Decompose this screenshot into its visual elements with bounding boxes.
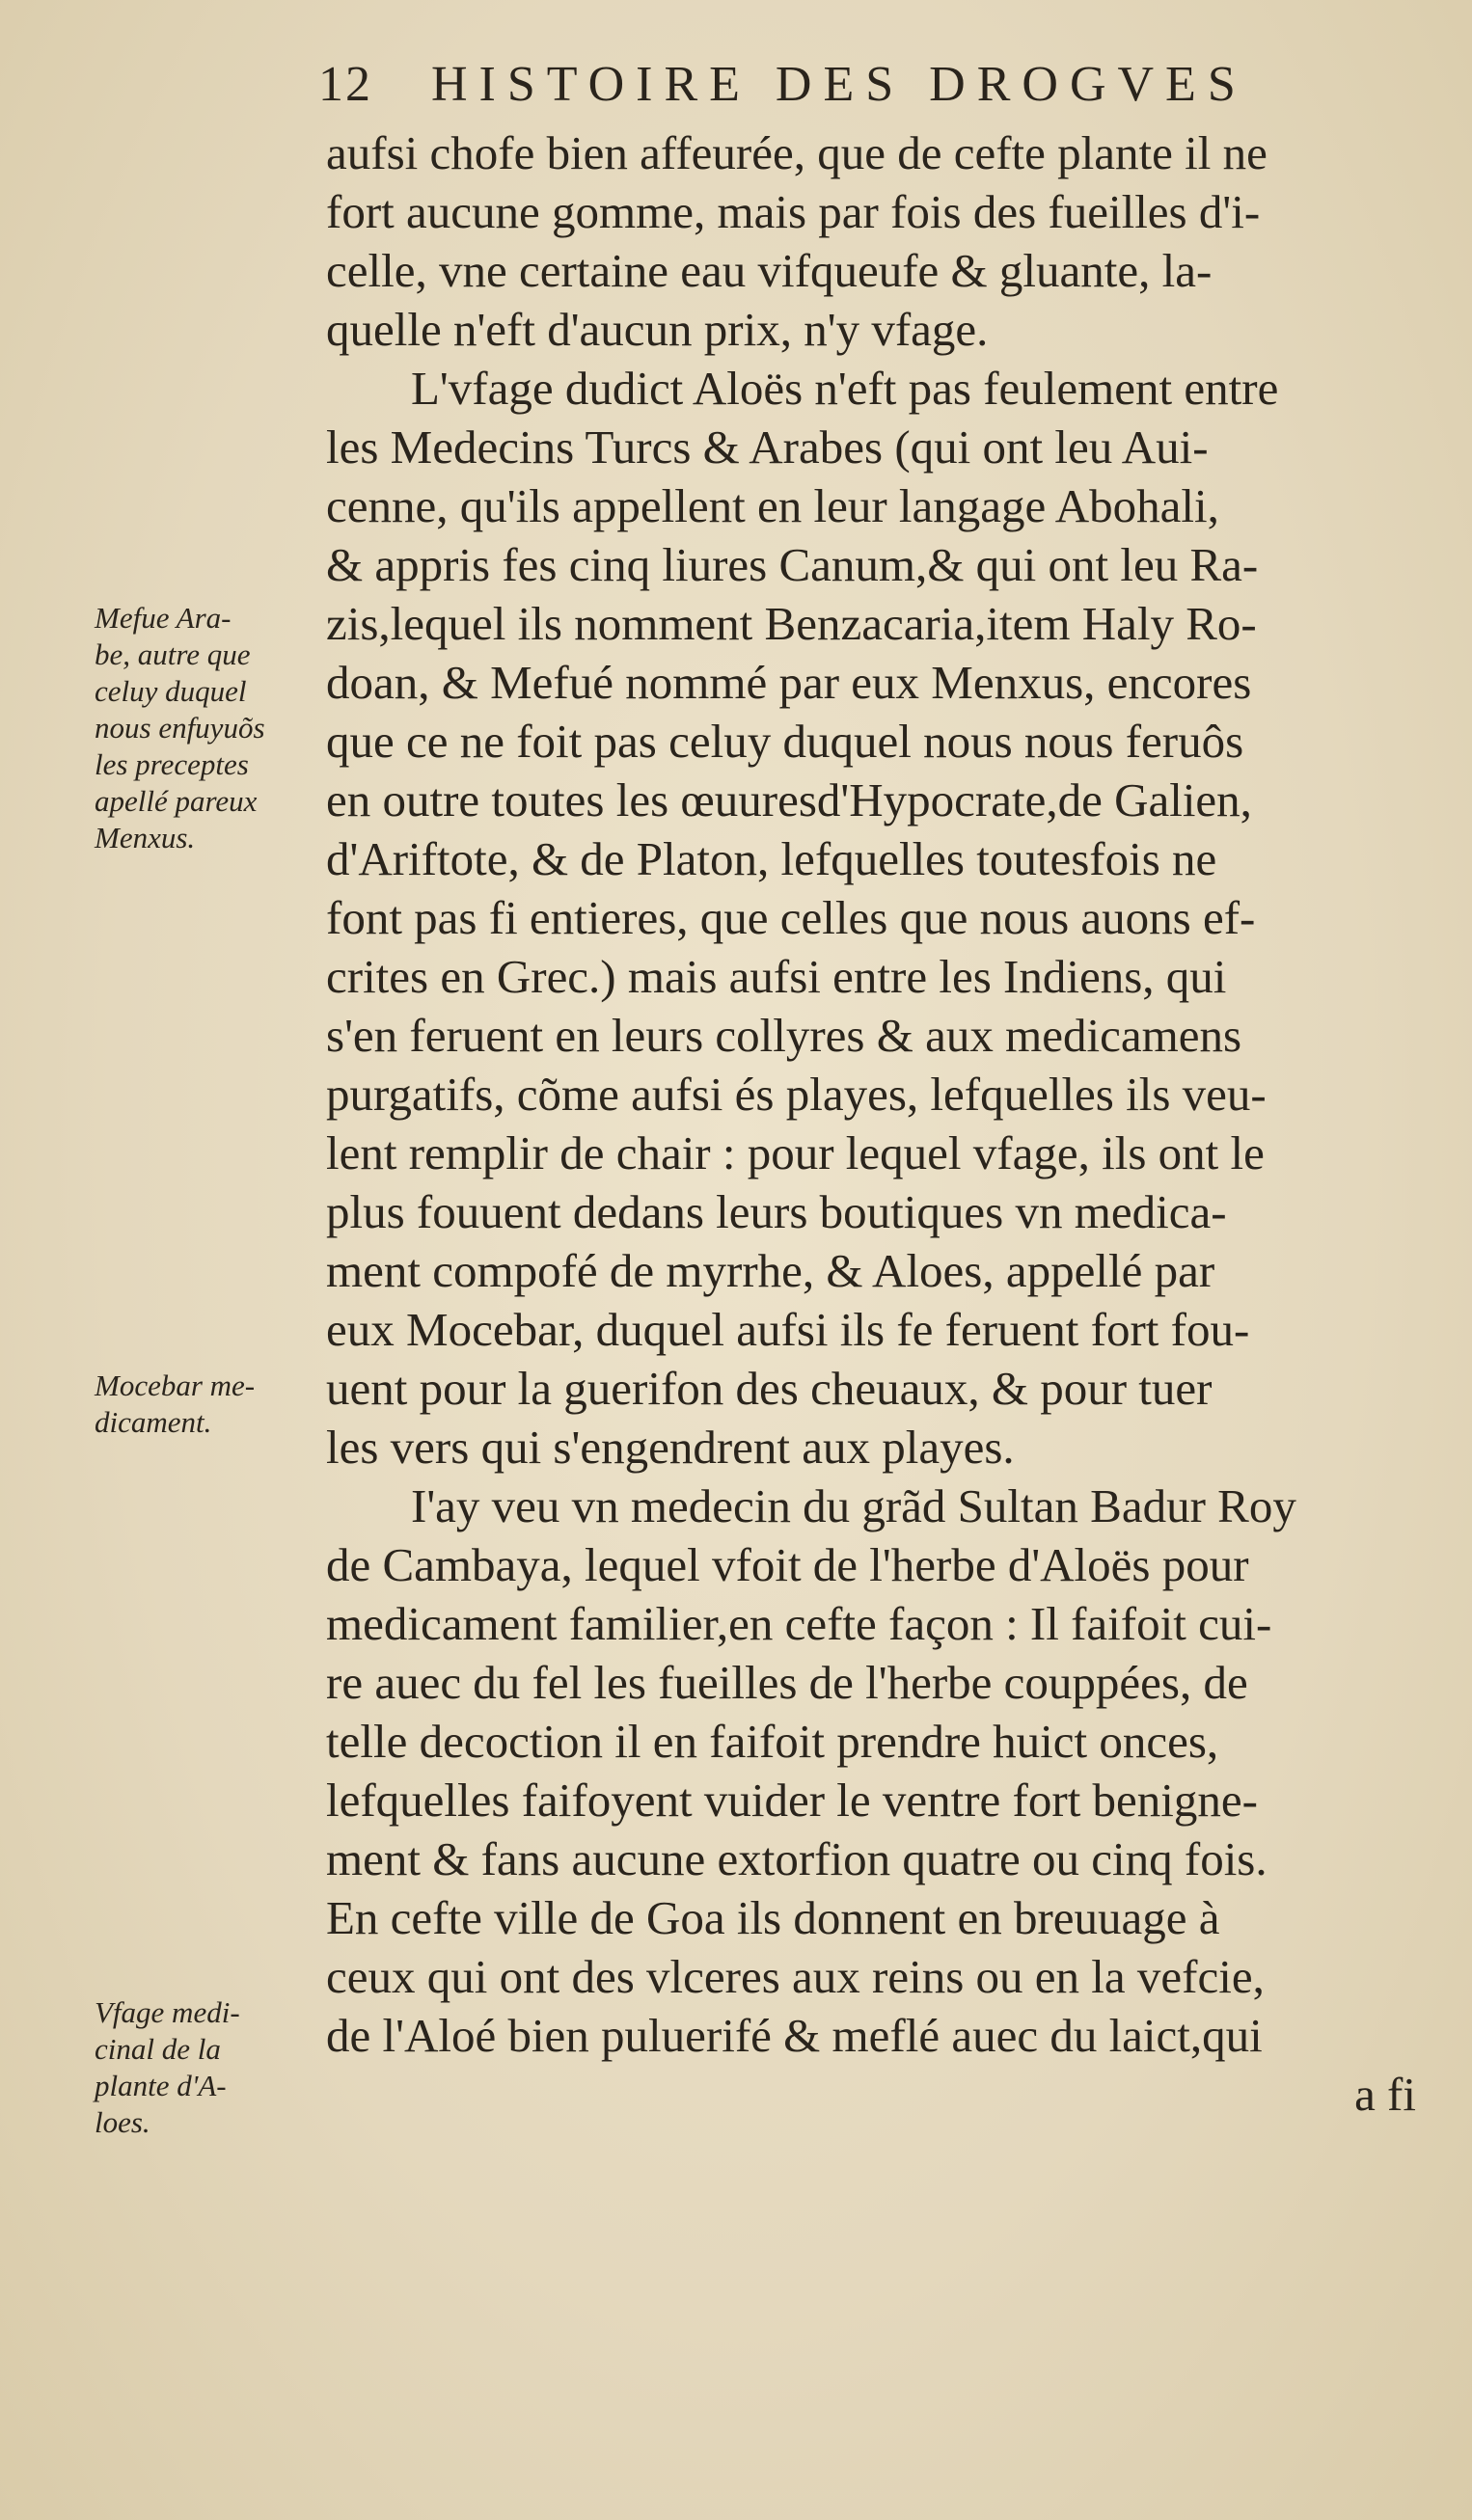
page-number: 12 [318, 57, 372, 112]
main-text [326, 123, 1445, 2124]
text-line: purgatifs, cõme aufsi és playes, lefquelles ils veu- [326, 1068, 1267, 1121]
margin-note-line: be, autre que [95, 637, 251, 671]
text-line: d'Ariftote, & de Platon, lefquelles toutesfois ne [326, 832, 1217, 885]
catchword: a fi [1354, 2068, 1416, 2121]
text-line: cenne, qu'ils appellent en leur langage Abohali, [326, 479, 1219, 532]
text-line: lefquelles faifoyent vuider le ventre fort benigne- [326, 1774, 1258, 1827]
text-line: lent remplir de chair : pour lequel vfage, ils ont le [326, 1126, 1265, 1179]
text-line: de Cambaya, lequel vfoit de l'herbe d'Aloës pour [326, 1538, 1249, 1591]
text-line: doan, & Mefué nommé par eux Menxus, encores [326, 656, 1252, 709]
margin-note-line: les preceptes [95, 747, 249, 781]
margin-note-line: apellé pareux [95, 784, 258, 818]
margin-note-mesue [95, 600, 336, 856]
margin-note-line: nous enfuyuõs [95, 711, 265, 745]
margin-note-line: plante d'A- [95, 2069, 227, 2102]
text-line: crites en Grec.) mais aufsi entre les Indiens, qui [326, 950, 1227, 1003]
text-line: quelle n'eft d'aucun prix, n'y vfage. [326, 303, 989, 356]
text-line: I'ay veu vn medecin du grãd Sultan Badur Roy [411, 1479, 1296, 1532]
text-line: zis,lequel ils nomment Benzacaria,item Haly Ro- [326, 597, 1257, 650]
text-line: telle decoction il en faifoit prendre huict onces, [326, 1715, 1219, 1768]
text-line: font pas fi entieres, que celles que nous auons ef- [326, 891, 1256, 944]
text-line: ment compofé de myrrhe, & Aloes, appellé par [326, 1244, 1215, 1297]
text-line: ceux qui ont des vlceres aux reins ou en la vefcie, [326, 1950, 1265, 2003]
margin-note-mocebar [95, 1368, 336, 1441]
paragraph-3 [326, 1477, 1445, 2065]
margin-note-line: dicament. [95, 1405, 212, 1439]
margin-note-line: Mefue Ara- [95, 601, 232, 635]
text-line: les Medecins Turcs & Arabes (qui ont leu Aui- [326, 420, 1209, 474]
running-title: HISTOIRE DES DROGVES [431, 57, 1247, 112]
text-line: celle, vne certaine eau vifqueufe & gluante, la- [326, 244, 1213, 297]
text-line: s'en feruent en leurs collyres & aux medicamens [326, 1009, 1242, 1062]
text-line: en outre toutes les œuuresd'Hypocrate,de Galien, [326, 773, 1252, 826]
text-line: fort aucune gomme, mais par fois des fueilles d'i- [326, 185, 1261, 238]
text-line: que ce ne foit pas celuy duquel nous nous feruôs [326, 715, 1244, 768]
text-line: medicament familier,en cefte façon : Il faifoit cui- [326, 1597, 1272, 1650]
text-line: & appris fes cinq liures Canum,& qui ont leu Ra- [326, 538, 1259, 591]
margin-note-line: Menxus. [95, 821, 196, 854]
text-line: de l'Aloé bien puluerifé & meflé auec du laict,qui [326, 2009, 1263, 2062]
text-line: L'vfage dudict Aloës n'eft pas feulement entre [411, 362, 1279, 415]
paragraph-2 [326, 359, 1445, 1477]
margin-note-line: Vfage medi- [95, 1995, 240, 2029]
text-line: re auec du fel les fueilles de l'herbe couppées, de [326, 1656, 1248, 1709]
margin-note-line: celuy duquel [95, 674, 247, 708]
text-line: les vers qui s'engendrent aux playes. [326, 1421, 1015, 1474]
paragraph-1 [326, 123, 1445, 359]
text-line: aufsi chofe bien affeurée, que de cefte plante il ne [326, 126, 1268, 179]
text-line: plus fouuent dedans leurs boutiques vn medica- [326, 1185, 1227, 1238]
running-header [318, 56, 1428, 114]
text-line: En cefte ville de Goa ils donnent en breuuage à [326, 1891, 1220, 1944]
margin-note-line: loes. [95, 2105, 150, 2139]
margin-note-line: Mocebar me- [95, 1368, 256, 1402]
text-line: eux Mocebar, duquel aufsi ils fe feruent fort fou- [326, 1303, 1250, 1356]
margin-note-line: cinal de la [95, 2032, 221, 2066]
text-line: uent pour la guerifon des cheuaux, & pour tuer [326, 1362, 1213, 1415]
text-line: ment & fans aucune extorfion quatre ou cinq fois. [326, 1832, 1268, 1885]
margin-note-vsage [95, 1994, 336, 2141]
